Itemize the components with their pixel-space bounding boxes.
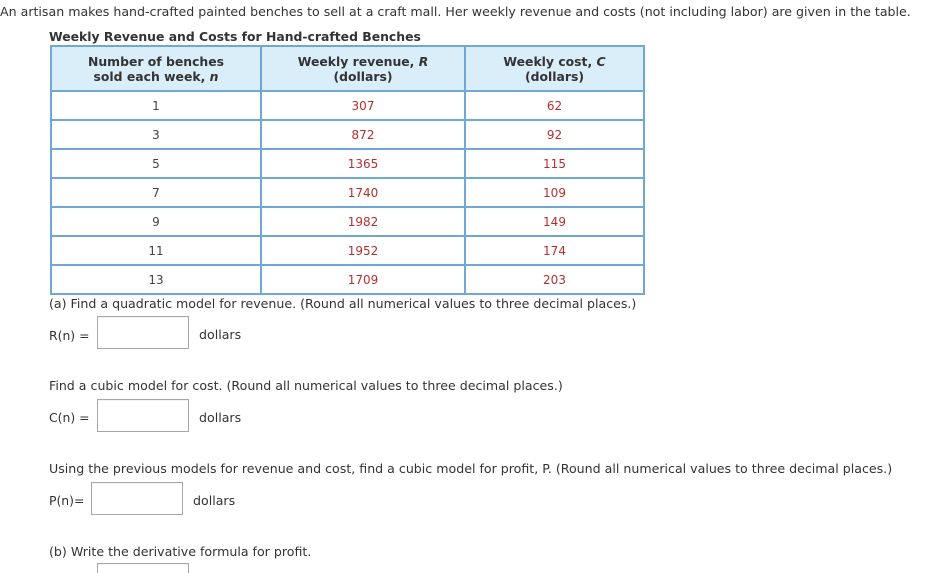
cell-revenue: 1982 (261, 207, 465, 236)
question-profit: Using the previous models for revenue and cost, find a cubic model for profit, P. (Round all numerical values to three decimal places.) (49, 461, 893, 476)
cell-cost: 92 (465, 120, 644, 149)
cell-benches: 3 (51, 120, 261, 149)
cell-benches: 5 (51, 149, 261, 178)
revenue-label: R(n) = (49, 328, 90, 343)
cell-cost: 149 (465, 207, 644, 236)
table-row (51, 207, 644, 236)
table-row (51, 91, 644, 120)
cell-cost: 115 (465, 149, 644, 178)
cell-revenue: 1740 (261, 178, 465, 207)
header-weekly-cost (465, 46, 644, 91)
revenue-units: dollars (199, 327, 242, 342)
table-row (51, 265, 644, 294)
table-row (51, 236, 644, 265)
header-weekly-revenue (261, 46, 465, 91)
profit-units: dollars (193, 493, 236, 508)
cell-revenue: 1709 (261, 265, 465, 294)
question-cost: Find a cubic model for cost. (Round all numerical values to three decimal places.) (49, 378, 563, 393)
cell-cost: 203 (465, 265, 644, 294)
cost-answer-input[interactable] (97, 399, 189, 432)
header-line: Number of benches (87, 53, 225, 69)
table-row (51, 120, 644, 149)
table-header-row (51, 46, 644, 91)
revenue-answer-input[interactable] (97, 316, 189, 349)
header-line: (dollars) (524, 68, 585, 84)
table-row (51, 178, 644, 207)
header-variable: R (418, 53, 429, 69)
cell-cost: 174 (465, 236, 644, 265)
header-line: (dollars) (333, 68, 393, 84)
question-revenue: (a) Find a quadratic model for revenue. (Round all numerical values to three decimal places.) (49, 296, 637, 311)
cell-benches: 9 (51, 207, 261, 236)
header-line: Weekly revenue, (297, 53, 419, 69)
cost-units: dollars (199, 410, 242, 425)
header-variable: C (596, 53, 606, 69)
header-variable: n (209, 68, 219, 84)
question-derivative: (b) Write the derivative formula for profit. (49, 544, 312, 559)
cell-revenue: 1365 (261, 149, 465, 178)
cell-cost: 62 (465, 91, 644, 120)
cell-benches: 11 (51, 236, 261, 265)
profit-answer-input[interactable] (91, 482, 183, 515)
cost-label: C(n) = (49, 410, 90, 425)
profit-label: P(n)= (49, 493, 85, 508)
header-number-of-benches (51, 46, 261, 91)
problem-intro: An artisan makes hand-crafted painted benches to sell at a craft mall. Her weekly revenue and costs (not including labor) are given in the table. (0, 4, 911, 19)
cell-revenue: 1952 (261, 236, 465, 265)
table-caption: Weekly Revenue and Costs for Hand-crafted Benches (49, 29, 421, 44)
header-line: sold each week, (93, 68, 210, 84)
cell-revenue: 872 (261, 120, 465, 149)
cell-benches: 1 (51, 91, 261, 120)
cell-revenue: 307 (261, 91, 465, 120)
cell-cost: 109 (465, 178, 644, 207)
table-row (51, 149, 644, 178)
data-table (50, 45, 645, 295)
cell-benches: 13 (51, 265, 261, 294)
header-line: Weekly cost, (503, 53, 597, 69)
cell-benches: 7 (51, 178, 261, 207)
